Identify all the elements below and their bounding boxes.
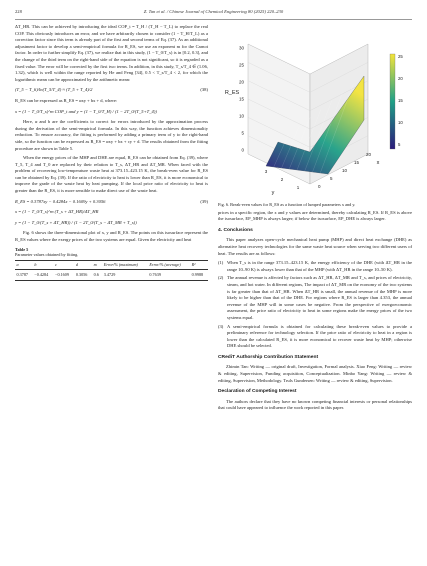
header-rule xyxy=(15,19,412,20)
z-tick-label: 5 xyxy=(241,130,244,136)
x-tick-label: 20 xyxy=(366,152,372,157)
y-tick-label: 1 xyxy=(296,185,300,190)
colorbar-tick-label: 20 xyxy=(398,76,403,81)
conclusion-item-2-text: The annual revenue is affected by factors such as ΔT_HR, ΔT_MR and T_s, and prices of electricity, steam, and hot water. In different regions, The impact of ΔT_MR on the economy of the two systems is far greater than that of ΔT_HR. When ΔT_HR is small, the annual revenue of the MHP is more likely to be higher than that of the DHE. For regions where R_ES is larger than 4.353, the annual revenue of the MHP will in some cases be negative. From the perspective of exergoeconomic assessment, the price ratio of electricity to heat in some regions make the energy prices of the two systems equal. xyxy=(227,275,412,320)
left-paragraph-2: R_ES can be expressed as R_ES = αxy + bx + d, where: xyxy=(15,97,118,103)
right-paragraph-1: prices in a specific region, the x and y values are determined, thereby calculating R_ES. If R_ES is above the isosurface, EP_MHP is always larger; if below the isosurface, EP_DHE is always larger. xyxy=(218,209,412,222)
table-5-caption xyxy=(15,247,208,258)
equation-39-body: R_ES = 0.3787xy − 0.4284x − 0.1609y + 0.3056 xyxy=(15,198,106,204)
table-5-header-row xyxy=(15,260,208,270)
equation-38-body: (T_5 − T_6)/ln(T_5/T_4) ≈ (T_5 + T_4)/2 xyxy=(15,87,93,93)
table-5-header-cell: a xyxy=(15,260,33,270)
table-5-cell: 0.3787 xyxy=(15,270,33,281)
z-tick-label: 30 xyxy=(238,45,244,51)
y-axis-label: y xyxy=(271,190,275,196)
conclusion-item-1-number: (1) xyxy=(218,260,224,266)
table-5-header-cell: Error/% (maximum) xyxy=(102,260,148,270)
equation-xy xyxy=(15,109,208,116)
figure-6-plot xyxy=(218,24,412,200)
equation-xy-body: x = (1 − T_0/T_s)^m COP_t and y = (1 − T_0/T_H) / (1 − 2T_0/(T_5+T_4)) xyxy=(15,108,157,114)
y-tick-label: 3 xyxy=(264,169,268,174)
x-axis-label: x xyxy=(376,160,380,166)
left-paragraph-4: When the energy prices of the MHP and DHE are equal, R_ES can be obtained from Eq. (39), where T_5, T_4 and T_0 are replaced by their relation to T_s, ΔT_HR and ΔT_MR. When faced with the problem of recovering low-temperature waste heat at 373.15–423.15 K, the break-even value for R_ES can be obtained by Eq. (39). If the ratio of electricity to heat is lower than R_ES, it is more economical to improve the grade of the waste heat by heat pumping. If the local price ratio of electricity to heat is greater than the R_ES, it is more sensible to make direct use of the waste heat. xyxy=(15,155,208,194)
x-tick-label: 5 xyxy=(330,176,333,181)
table-5-cell: 0.6 xyxy=(92,270,102,281)
table-5-cell: 0.7639 xyxy=(148,270,190,281)
table-5-cell: −0.4284 xyxy=(33,270,54,281)
colorbar-tick-label: 10 xyxy=(398,120,403,125)
left-paragraph-3: Here, α and b are the coefficients to correct for errors introduced by the approximation process during the derivation of the semi-empirical formula. In this way, the function achieves dimensionality reduction. To ensure accuracy, the fitting is performed by adding a primary term of y to the right-hand side, so the function can be expressed as R_ES = αxy + bx + cy + d. The results obtained from the fitting procedure are shown in Table 5. xyxy=(15,119,208,151)
table-5-header-cell: b xyxy=(33,260,54,270)
table-5-cell: 3.4729 xyxy=(102,270,148,281)
table-5-description: Parameter values obtained by fitting. xyxy=(15,252,79,258)
colorbar-tick-label: 15 xyxy=(398,98,403,103)
figure-6-caption: Fig. 6. Break-even values for R_ES as a function of lumped parameters x and y. xyxy=(218,202,356,207)
figure-6 xyxy=(218,24,412,200)
y-tick-label: 2 xyxy=(280,177,284,182)
right-paragraph-2: This paper analyzes open-cycle mechanical heat pump (MHP) and direct heat exchange (DHE) as alternative heat recovery technologies for the same waste heat source when serving two different users of heat. The results are as follows: xyxy=(218,237,412,256)
equation-39-number: (39) xyxy=(200,198,208,204)
z-tick-label: 10 xyxy=(238,113,244,119)
conclusion-item-2 xyxy=(218,275,412,321)
equation-40a xyxy=(15,209,208,216)
table-5-title: Table 5 xyxy=(15,246,29,252)
table-5-header-cell: c xyxy=(54,260,75,270)
x-tick-label: 15 xyxy=(354,160,360,165)
table-5-cell: 0.9988 xyxy=(190,270,208,281)
heading-credit: CRediT Authorship Contribution Statement xyxy=(218,354,319,360)
table-5-header-cell: R² xyxy=(190,260,208,270)
equation-39 xyxy=(15,199,208,206)
heading-conclusions: 4. Conclusions xyxy=(218,227,253,233)
page-header xyxy=(15,9,412,19)
journal-line: Z. Tan et al. / Chinese Journal of Chemical Engineering 80 (2025) 220–230 xyxy=(143,9,284,14)
equation-40b xyxy=(15,220,208,227)
conclusion-item-3-number: (3) xyxy=(218,323,224,329)
z-axis-label: R_ES xyxy=(224,90,240,96)
table-5-header-cell: Error/% (average) xyxy=(148,260,190,270)
table-5-header-cell: d xyxy=(74,260,92,270)
colorbar-tick-label: 25 xyxy=(398,54,403,59)
table-5-cell: −0.1609 xyxy=(54,270,75,281)
heading-competing-interest: Declaration of Competing Interest xyxy=(218,389,297,395)
table-5-cell: 0.3056 xyxy=(74,270,92,281)
colorbar-tick-label: 5 xyxy=(398,142,401,147)
x-tick-label: 10 xyxy=(342,168,348,173)
table-5-data-row xyxy=(15,270,208,281)
equation-40a-body: x = (1 − T_0/T_s)^m (T_s + ΔT_HR)/ΔT_HR xyxy=(15,209,99,215)
z-tick-label: 25 xyxy=(238,62,244,68)
equation-38-number: (38) xyxy=(200,87,208,93)
x-tick-label: 0 xyxy=(318,184,321,189)
conclusion-item-1 xyxy=(218,260,412,273)
right-paragraph-4: The authors declare that they have no known competing financial interests or personal relationships that could have appeared to influence the work reported in this paper. xyxy=(218,398,412,411)
left-paragraph-1: ΔT_HR. This can be achieved by introducing the ideal COP_t = T_H / (T_H − T_L) to replace the real COP. This obviously introduces an error, and we have arbitrarily chosen to consider (1 − T_H/T_L) as a correction factor since this term is already part of the first and second terms of Eq. (37). As an additional adjustment factor to develop a semi-empirical formula for R_ES, we use an exponent m for the Carnot factor. In order to further simplify Eq. (37), we realize that in this study, (1 − T_0/T_s) is in [0.2, 0.3], and the change of the third term on the right-hand side of the equation is not significant, so it is regarded as a fixed value. The error will be corrected by the first two terms. In addition, in this study, T_s/T_4 ∈ (1.06, 1.32), which is well within the range reported by He and Feng [34], 0.5 < T_s/T_4 < 2, for which the logarithmic mean can be approximated by the arithmetic mean: xyxy=(15,24,208,82)
left-column xyxy=(15,24,208,281)
z-tick-label: 15 xyxy=(238,96,244,102)
conclusion-item-2-number: (2) xyxy=(218,275,224,281)
conclusion-item-1-text: When T_s is in the range 373.15–423.15 K, the energy efficiency of the DHE (with ΔT_HR in the range 10–90 K) is always lower than that of the MHP (with ΔT_HR in the range 10–50 K). xyxy=(227,260,412,272)
equation-38 xyxy=(15,87,208,94)
right-column xyxy=(218,24,412,415)
z-tick-label: 20 xyxy=(238,79,244,85)
table-5-header-cell: m xyxy=(92,260,102,270)
right-paragraph-3: Zhimin Tan: Writing — original draft, Investigation, Formal analysis. Xiao Feng: Writing — review & editing, Supervision, Funding acquisition, Conceptualization. Minbo Yang: Writing — review & editing, Supervision, Methodology. Truls Gundersen: Writing — review & editing, Supervision. xyxy=(218,364,412,383)
colorbar xyxy=(390,54,395,149)
conclusions-list xyxy=(218,260,412,350)
table-5 xyxy=(15,260,208,281)
left-paragraph-5: Fig. 6 shows the three-dimensional plot of x, y and R_ES. The points on this isosurface represent the R_ES values where the exergy prices of the two systems are equal. Given the electricity and heat xyxy=(15,230,208,243)
z-tick-label: 0 xyxy=(241,147,244,153)
conclusion-item-3 xyxy=(218,324,412,350)
conclusion-item-3-text: A semi-empirical formula is obtained for calculating these break-even values to provide a preliminary reference for technology selection. If the price ratio of electricity to heat in a region is lower than the calculated R_ES, it is more economical to recover waste heat by MHP; otherwise DHE should be selected. xyxy=(227,323,412,349)
equation-40b-body: y = (1 − T_0/(T_s + ΔT_HR)) / (1 − 2T_0/(T_s − ΔT_MR + T_s)) xyxy=(15,219,137,225)
page-number: 228 xyxy=(15,9,22,14)
